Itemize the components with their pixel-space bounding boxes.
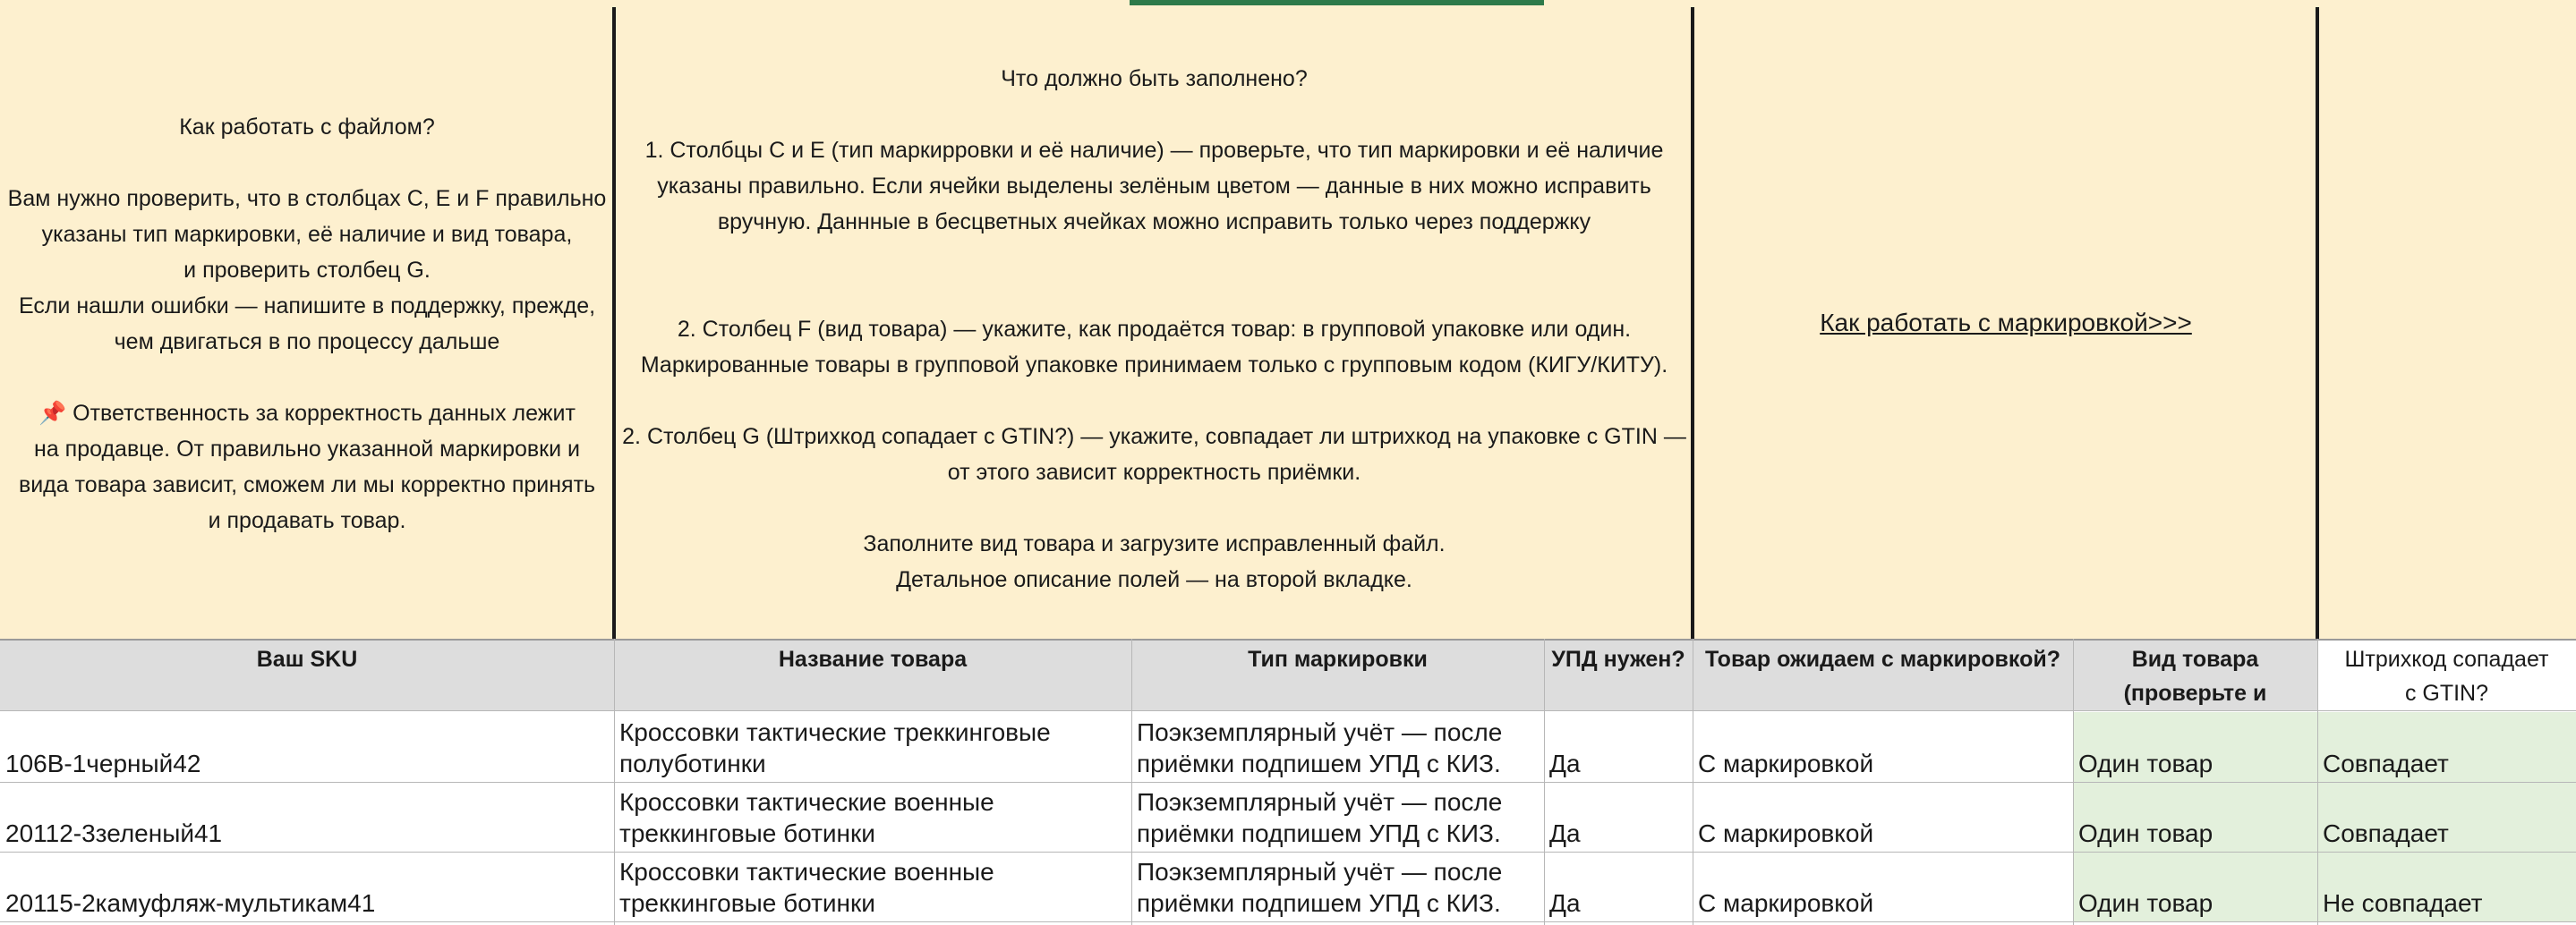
grid-line <box>0 710 2576 711</box>
header-marking-type-label: Тип маркировки <box>1248 647 1428 672</box>
cell-product-name[interactable] <box>614 782 1131 852</box>
grid-line <box>2317 639 2318 925</box>
cell-sku[interactable] <box>0 852 614 921</box>
table-row <box>0 852 2576 921</box>
product-name-line1: Кроссовки тактические военные <box>619 788 994 816</box>
expected-value: С маркировкой <box>1698 889 1874 917</box>
header-sku[interactable] <box>0 641 614 710</box>
product-name-line1: Кроссовки тактические военные <box>619 858 994 886</box>
sku-value: 20112-3зеленый41 <box>5 819 223 847</box>
note-line: вручную. Даннные в бесцветных ячейках можно исправить только через поддержку <box>717 209 1591 234</box>
note-line: 1. Столбцы C и E (тип маркирровки и её наличие) — проверьте, что тип маркировки и её наличие <box>644 138 1664 163</box>
table-header-row <box>0 639 2576 710</box>
header-expected-marking[interactable] <box>1693 641 2073 710</box>
gtin-value: Совпадает <box>2323 819 2449 847</box>
link-container <box>1694 7 2317 639</box>
marking-guide-link[interactable]: Как работать с маркировкой>>> <box>1820 309 2192 336</box>
column-selection-indicator <box>1130 0 1544 5</box>
cell-upd[interactable] <box>1544 782 1693 852</box>
header-product-kind-line2: (проверьте и <box>2123 681 2267 706</box>
gtin-value: Совпадает <box>2323 750 2449 777</box>
grid-line <box>614 639 615 925</box>
kind-value: Один товар <box>2078 889 2213 917</box>
cell-expected-marking[interactable] <box>1693 782 2073 852</box>
header-gtin-match-line1: Штрихкод сопадает <box>2344 647 2549 672</box>
note-line: чем двигаться в по процессу дальше <box>114 329 500 354</box>
cell-product-kind[interactable] <box>2073 782 2317 852</box>
note-line: Маркированные товары в групповой упаковке принимаем только с групповым кодом (КИГУ/КИТУ). <box>640 352 1668 378</box>
cell-product-name[interactable] <box>614 712 1131 782</box>
header-product-kind-line1: Вид товара <box>2131 647 2259 672</box>
marking-line1: Поэкземплярный учёт — после <box>1137 718 1503 746</box>
note-line: на продавце. От правильно указанной маркировки и <box>34 437 580 462</box>
expected-value: С маркировкой <box>1698 750 1874 777</box>
note-line: Что должно быть заполнено? <box>1001 66 1308 91</box>
note-line: Заполните вид товара и загрузите исправленный файл. <box>863 531 1446 556</box>
product-name-line2: треккинговые ботинки <box>619 819 875 847</box>
kind-value: Один товар <box>2078 750 2213 777</box>
sku-value: 106B-1черный42 <box>5 750 201 777</box>
cell-marking-type[interactable] <box>1131 782 1544 852</box>
marking-line1: Поэкземплярный учёт — после <box>1137 788 1503 816</box>
product-name-line2: треккинговые ботинки <box>619 889 875 917</box>
header-upd-label: УПД нужен? <box>1551 647 1685 672</box>
cell-product-name[interactable] <box>614 852 1131 921</box>
cell-sku[interactable] <box>0 712 614 782</box>
grid-line <box>0 852 2576 853</box>
cell-gtin-match[interactable] <box>2317 712 2576 782</box>
cell-expected-marking[interactable] <box>1693 712 2073 782</box>
grid-line <box>1131 639 1132 925</box>
note-line: Детальное описание полей — на второй вкладке. <box>896 567 1412 592</box>
kind-value: Один товар <box>2078 819 2213 847</box>
header-upd[interactable] <box>1544 641 1693 710</box>
cell-upd[interactable] <box>1544 712 1693 782</box>
note-line: и проверить столбец G. <box>183 258 431 283</box>
marking-line2: приёмки подпишем УПД с КИЗ. <box>1137 750 1501 777</box>
note-line: вида товара зависит, сможем ли мы корректно принять <box>18 472 596 497</box>
cell-marking-type[interactable] <box>1131 852 1544 921</box>
note-line: Если нашли ошибки — напишите в поддержку, прежде, <box>18 293 596 318</box>
sku-value: 20115-2камуфляж-мультикам41 <box>5 889 376 917</box>
header-expected-marking-label: Товар ожидаем с маркировкой? <box>1704 647 2061 672</box>
header-product-name[interactable] <box>614 641 1131 710</box>
marking-line2: приёмки подпишем УПД с КИЗ. <box>1137 889 1501 917</box>
fill-instructions-text <box>616 7 1693 639</box>
product-name-line1: Кроссовки тактические треккинговые <box>619 718 1051 746</box>
note-line: 2. Столбец G (Штрихкод сопадает с GTIN?) — укажите, совпадает ли штрихкод на упаковке с GTIN — <box>622 424 1686 449</box>
header-marking-type[interactable] <box>1131 641 1544 710</box>
header-sku-label: Ваш SKU <box>256 647 358 672</box>
grid-line <box>0 921 2576 922</box>
cell-gtin-match[interactable] <box>2317 782 2576 852</box>
note-line: от этого зависит корректность приёмки. <box>947 460 1361 485</box>
header-product-kind[interactable] <box>2073 641 2317 710</box>
marking-line2: приёмки подпишем УПД с КИЗ. <box>1137 819 1501 847</box>
header-gtin-match[interactable] <box>2317 641 2576 710</box>
cell-gtin-match[interactable] <box>2317 852 2576 921</box>
note-line: Вам нужно проверить, что в столбцах C, E и F правильно <box>7 186 607 211</box>
cell-marking-type[interactable] <box>1131 712 1544 782</box>
fill-instructions-cell[interactable] <box>616 7 1693 639</box>
grid-line <box>0 782 2576 783</box>
note-line: указаны правильно. Если ячейки выделены зелёным цветом — данные в них можно исправить <box>657 174 1651 199</box>
note-line: 2. Столбец F (вид товара) — укажите, как продаётся товар: в групповой упаковке или один. <box>677 317 1632 342</box>
border-note-3 <box>2316 7 2319 639</box>
upd-value: Да <box>1549 750 1581 777</box>
cell-product-kind[interactable] <box>2073 852 2317 921</box>
border-note-2 <box>1691 7 1694 639</box>
grid-line <box>1544 639 1545 925</box>
cell-product-kind[interactable] <box>2073 712 2317 782</box>
empty-note-cell[interactable] <box>2319 7 2576 639</box>
product-name-line2: полуботинки <box>619 750 766 777</box>
note-line: Как работать с файлом? <box>179 115 435 140</box>
instructions-cell[interactable] <box>0 7 614 639</box>
header-product-name-label: Название товара <box>778 647 968 672</box>
cell-expected-marking[interactable] <box>1693 852 2073 921</box>
expected-value: С маркировкой <box>1698 819 1874 847</box>
table-row <box>0 712 2576 782</box>
header-gtin-match-line2: с GTIN? <box>2404 681 2489 706</box>
marking-line1: Поэкземплярный учёт — после <box>1137 858 1503 886</box>
cell-upd[interactable] <box>1544 852 1693 921</box>
grid-line <box>2073 639 2074 925</box>
note-line: указаны тип маркировки, её наличие и вид товара, <box>41 222 573 247</box>
cell-sku[interactable] <box>0 782 614 852</box>
border-note-1 <box>612 7 616 639</box>
upd-value: Да <box>1549 819 1581 847</box>
table-row <box>0 782 2576 852</box>
link-cell[interactable] <box>1694 7 2317 639</box>
upd-value: Да <box>1549 889 1581 917</box>
gtin-value: Не совпадает <box>2323 889 2483 917</box>
note-line: и продавать товар. <box>208 508 406 533</box>
instructions-text <box>0 7 614 639</box>
note-line: 📌 Ответственность за корректность данных лежит <box>38 401 576 426</box>
